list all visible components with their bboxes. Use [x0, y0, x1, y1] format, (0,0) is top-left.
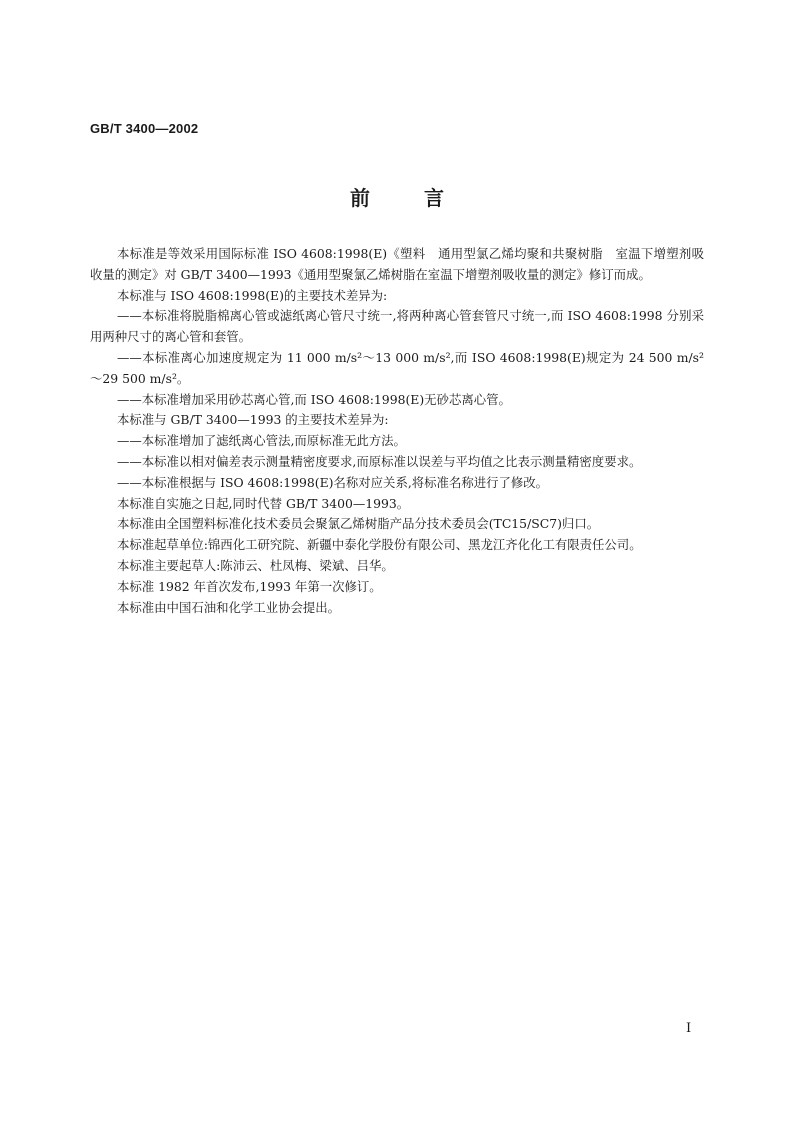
paragraph: 本标准 1982 年首次发布,1993 年第一次修订。 [117, 578, 382, 594]
page-title: 前言 [350, 186, 498, 210]
paragraph: ——本标准增加采用砂芯离心管,而 ISO 4608:1998(E)无砂芯离心管。 [117, 391, 511, 407]
foreword-body [90, 244, 704, 618]
page-number: I [686, 1021, 692, 1036]
paragraph: 本标准自实施之日起,同时代替 GB/T 3400—1993。 [117, 495, 410, 511]
paragraph: 本标准主要起草人:陈沛云、杜凤梅、梁斌、吕华。 [117, 557, 394, 573]
paragraph: 本标准起草单位:锦西化工研究院、新疆中泰化学股份有限公司、黑龙江齐化化工有限责任公司。 [117, 537, 642, 553]
paragraph: ——本标准以相对偏差表示测量精密度要求,而原标准以误差与平均值之比表示测量精密度要求。 [117, 453, 642, 469]
paragraph: ——本标准根据与 ISO 4608:1998(E)名称对应关系,将标准名称进行了修改。 [117, 474, 549, 490]
standard-code: GB/T 3400—2002 [90, 121, 199, 136]
paragraph: ——本标准离心加速度规定为 11 000 m/s²～13 000 m/s²,而 ISO 4608:1998(E)规定为 24 500 m/s²～29 500 m/s²。 [90, 349, 704, 386]
paragraph: 本标准是等效采用国际标准 ISO 4608:1998(E)《塑料 通用型氯乙烯均聚和共聚树脂 室温下增塑剂吸收量的测定》对 GB/T 3400—1993《通用型聚氯乙烯树脂在室温下增塑剂吸收量的测定》修订而成。 [90, 246, 704, 282]
paragraph: 本标准与 ISO 4608:1998(E)的主要技术差异为: [117, 287, 388, 303]
paragraph: 本标准由全国塑料标准化技术委员会聚氯乙烯树脂产品分技术委员会(TC15/SC7)归口。 [117, 516, 600, 532]
paragraph: ——本标准增加了滤纸离心管法,而原标准无此方法。 [117, 433, 406, 449]
paragraph: 本标准与 GB/T 3400—1993 的主要技术差异为: [117, 412, 389, 428]
paragraph: ——本标准将脱脂棉离心管或滤纸离心管尺寸统一,将两种离心管套管尺寸统一,而 ISO 4608:1998 分别采用两种尺寸的离心管和套管。 [90, 308, 704, 345]
paragraph: 本标准由中国石油和化学工业协会提出。 [117, 599, 341, 615]
